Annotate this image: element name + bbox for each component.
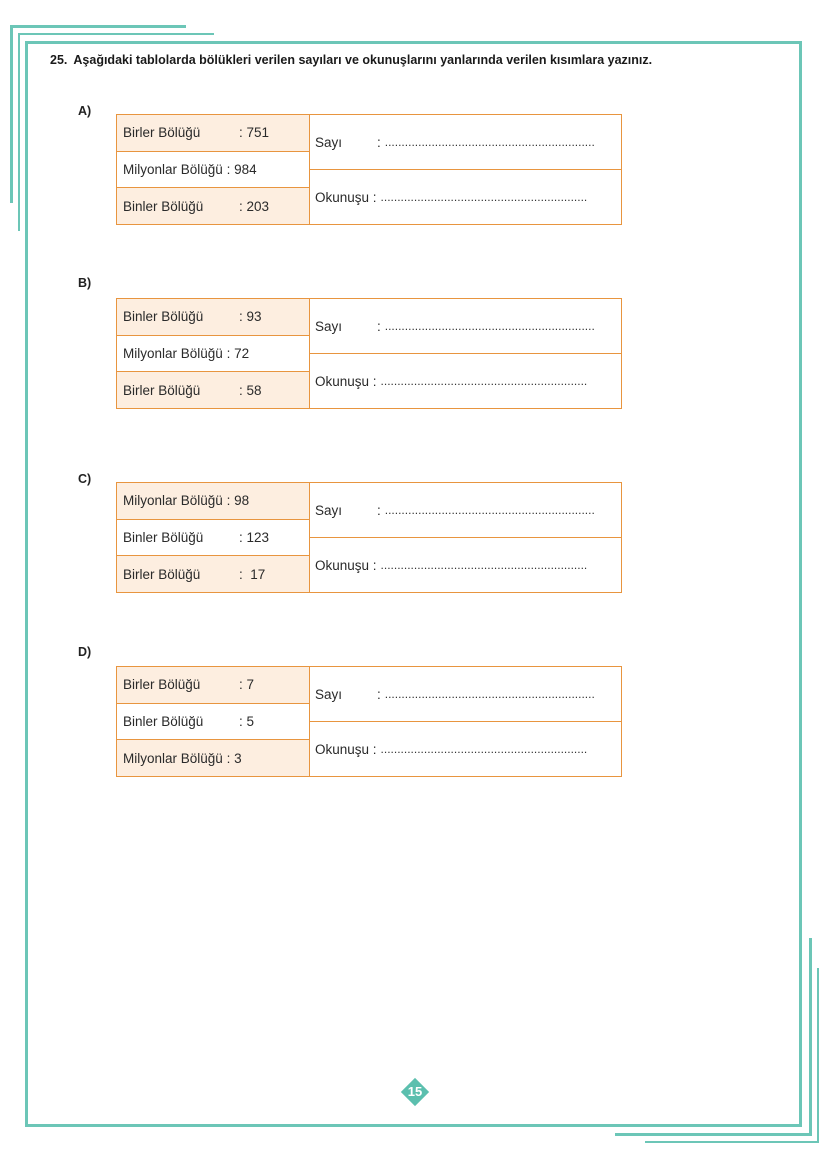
frame-accent-bottom-inner xyxy=(615,1133,812,1136)
table-a xyxy=(116,114,622,225)
sayi-colon: : xyxy=(377,318,381,334)
group-name: Milyonlar Bölüğü xyxy=(123,162,223,177)
group-value: : 3 xyxy=(226,750,242,766)
okunusu-label: Okunuşu : xyxy=(315,189,377,205)
sayi-answer-field[interactable] xyxy=(310,667,621,721)
group-name: Binler Bölüğü xyxy=(123,309,204,325)
group-name: Binler Bölüğü xyxy=(123,714,204,729)
okunusu-label: Okunuşu : xyxy=(315,557,377,573)
okunusu-label: Okunuşu : xyxy=(315,373,377,389)
okunusu-answer-field[interactable] xyxy=(310,353,621,408)
question-number: 25. xyxy=(50,53,68,67)
page-number: 15 xyxy=(407,1084,423,1099)
okunusu-dots: .............................................................. xyxy=(380,374,588,388)
okunusu-answer-field[interactable] xyxy=(310,537,621,592)
group-value: : 58 xyxy=(239,382,262,398)
okunusu-label: Okunuşu : xyxy=(315,741,377,757)
group-name: Binler Bölüğü xyxy=(123,198,204,214)
table-a-answers xyxy=(310,115,621,224)
group-value: : 93 xyxy=(239,309,262,325)
table-row xyxy=(117,519,309,556)
section-label-c: C) xyxy=(78,472,92,486)
group-value: : 751 xyxy=(239,125,270,141)
table-b-groups xyxy=(117,299,310,408)
table-row xyxy=(117,703,309,740)
group-value: : 123 xyxy=(239,530,270,545)
group-name: Binler Bölüğü xyxy=(123,530,204,545)
group-name: Birler Bölüğü xyxy=(123,566,201,582)
group-value: : 98 xyxy=(226,493,250,509)
okunusu-answer-field[interactable] xyxy=(310,169,621,224)
sayi-dots: ............................................................... xyxy=(384,135,595,149)
table-row xyxy=(117,739,309,776)
group-value: : 203 xyxy=(239,198,270,214)
table-b xyxy=(116,298,622,409)
sayi-label: Sayı xyxy=(315,686,343,702)
frame-accent-left-inner xyxy=(18,33,20,231)
table-row xyxy=(117,115,309,151)
sayi-label: Sayı xyxy=(315,502,343,518)
group-value: : 7 xyxy=(239,677,255,693)
frame-accent-right-inner xyxy=(809,938,812,1135)
table-c-answers xyxy=(310,483,621,592)
frame-accent-left-outer xyxy=(10,25,13,203)
frame-accent-right-outer xyxy=(817,968,819,1143)
table-row xyxy=(117,335,309,372)
group-name: Birler Bölüğü xyxy=(123,382,201,398)
sayi-colon: : xyxy=(377,502,381,518)
table-d-groups xyxy=(117,667,310,776)
sayi-colon: : xyxy=(377,134,381,150)
group-name: Birler Bölüğü xyxy=(123,125,201,141)
sayi-answer-field[interactable] xyxy=(310,483,621,537)
table-row xyxy=(117,483,309,519)
section-label-a: A) xyxy=(78,104,92,118)
table-a-groups xyxy=(117,115,310,224)
section-label-b: B) xyxy=(78,276,92,290)
table-d xyxy=(116,666,622,777)
frame-accent-top-inner xyxy=(18,33,214,35)
group-value: : 5 xyxy=(239,714,255,729)
table-d-answers xyxy=(310,667,621,776)
sayi-dots: ............................................................... xyxy=(384,687,595,701)
question-instruction: Aşağıdaki tablolarda bölükleri verilen sayıları ve okunuşlarını yanlarında verilen kısımlara yazınız. xyxy=(73,53,653,67)
table-b-answers xyxy=(310,299,621,408)
page-number-badge xyxy=(401,1078,429,1106)
sayi-label: Sayı xyxy=(315,318,343,334)
sayi-dots: ............................................................... xyxy=(384,503,595,517)
table-row xyxy=(117,667,309,703)
group-name: Milyonlar Bölüğü xyxy=(123,493,223,509)
table-c-groups xyxy=(117,483,310,592)
okunusu-dots: .............................................................. xyxy=(380,190,588,204)
sayi-answer-field[interactable] xyxy=(310,299,621,353)
frame-accent-bottom-outer xyxy=(645,1141,819,1143)
table-row xyxy=(117,187,309,224)
group-name: Birler Bölüğü xyxy=(123,677,201,693)
table-row xyxy=(117,299,309,335)
sayi-dots: ............................................................... xyxy=(384,319,595,333)
group-value: : 72 xyxy=(226,346,250,361)
group-name: Milyonlar Bölüğü xyxy=(123,346,223,361)
question-text xyxy=(50,53,652,67)
frame-accent-top-outer xyxy=(10,25,186,28)
group-value: : 984 xyxy=(226,162,257,177)
group-value: : 17 xyxy=(239,566,266,582)
table-row xyxy=(117,555,309,592)
okunusu-dots: .............................................................. xyxy=(380,742,588,756)
table-c xyxy=(116,482,622,593)
section-label-d: D) xyxy=(78,645,92,659)
okunusu-answer-field[interactable] xyxy=(310,721,621,776)
sayi-answer-field[interactable] xyxy=(310,115,621,169)
group-name: Milyonlar Bölüğü xyxy=(123,750,223,766)
sayi-colon: : xyxy=(377,686,381,702)
sayi-label: Sayı xyxy=(315,134,343,150)
table-row xyxy=(117,151,309,188)
okunusu-dots: .............................................................. xyxy=(380,558,588,572)
table-row xyxy=(117,371,309,408)
